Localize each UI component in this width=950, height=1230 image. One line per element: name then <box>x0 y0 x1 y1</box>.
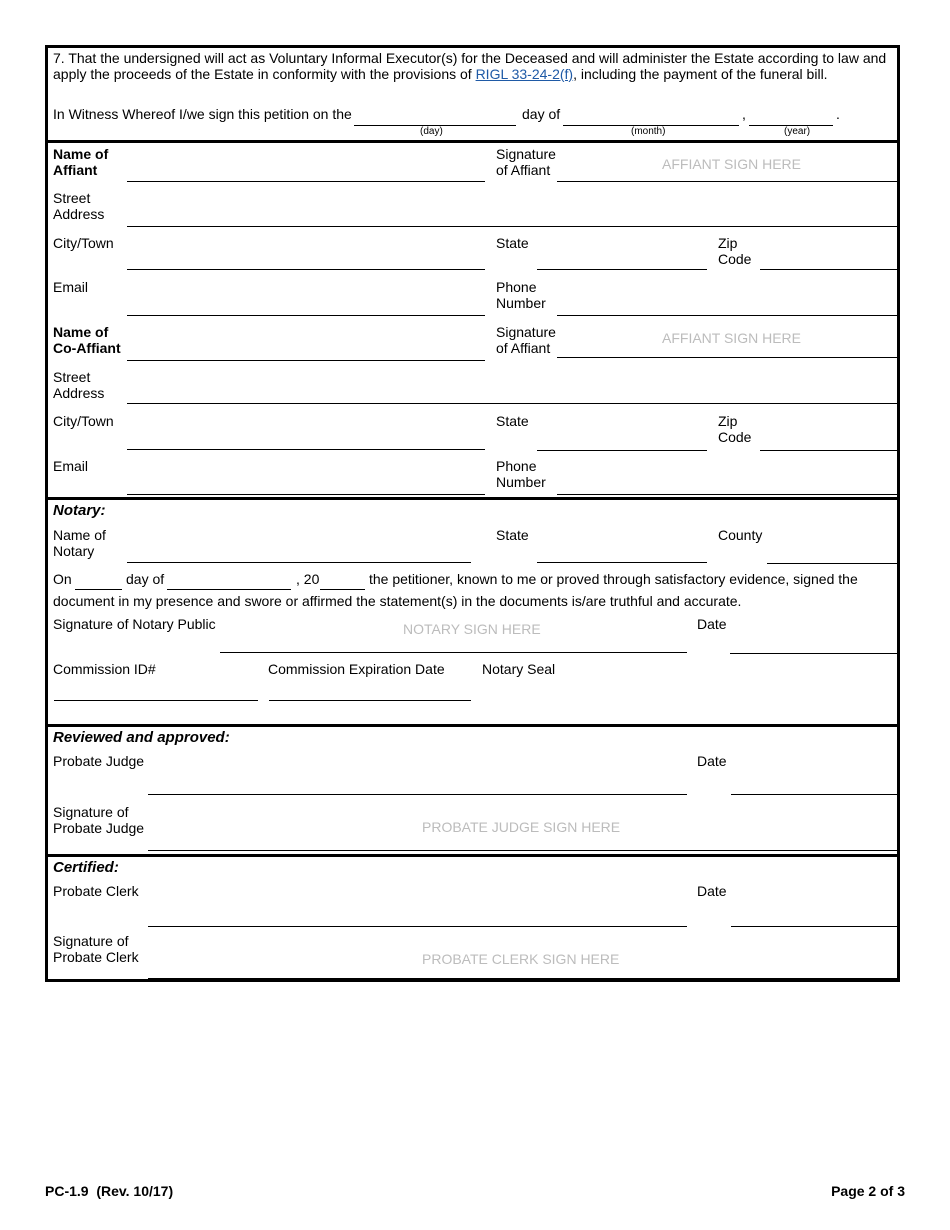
judge-sign-placeholder: PROBATE JUDGE SIGN HERE <box>422 819 621 835</box>
notary-seal-label: Notary Seal <box>482 661 556 677</box>
probate-clerk-field[interactable] <box>148 926 687 927</box>
coaffiant-city-label: City/Town <box>53 413 114 429</box>
clerk-signature-label: Signature of Probate Clerk <box>53 933 139 965</box>
notary-day-field[interactable] <box>75 589 122 590</box>
coaffiant-signature-label: Signature of Affiant <box>496 324 556 356</box>
form-frame <box>45 45 900 982</box>
review-date-label: Date <box>697 753 727 769</box>
affiant-name-field[interactable] <box>127 181 485 182</box>
commission-id-label: Commission ID# <box>53 661 156 677</box>
notary-month-field[interactable] <box>167 589 291 590</box>
page-number: Page 2 of 3 <box>831 1183 905 1199</box>
coaffiant-zip-field[interactable] <box>760 450 897 451</box>
notary-name-field[interactable] <box>127 562 471 563</box>
affiant-email-field[interactable] <box>127 315 485 316</box>
coaffiant-street-label: Street Address <box>53 369 105 401</box>
notary-statement-tail: the petitioner, known to me or proved through satisfactory evidence, signed the <box>369 571 858 587</box>
judge-signature-field[interactable] <box>148 850 897 851</box>
day-caption: (day) <box>420 126 443 137</box>
notary-statement-line2: document in my presence and swore or affirmed the statement(s) in the documents is/are truthful and accurate. <box>53 593 742 609</box>
commission-exp-field[interactable] <box>269 700 471 701</box>
notary-signature-label: Signature of Notary Public <box>53 616 216 632</box>
certified-date-field[interactable] <box>731 926 897 927</box>
affiant-state-field[interactable] <box>537 269 707 270</box>
coaffiant-name-label: Name of Co-Affiant <box>53 324 121 356</box>
notary-day-of-label: day of <box>126 571 165 587</box>
affiant-city-field[interactable] <box>127 269 485 270</box>
divider-review <box>45 724 900 727</box>
certified-heading: Certified: <box>53 859 119 876</box>
affiant-street-label: Street Address <box>53 190 105 222</box>
affiant-phone-label: Phone Number <box>496 279 546 311</box>
notary-date-label: Date <box>697 616 727 632</box>
affiant-email-label: Email <box>53 279 89 295</box>
rigl-link[interactable]: RIGL 33-24-2(f) <box>475 66 574 82</box>
year-caption: (year) <box>784 126 811 137</box>
clause-7-text: 7. That the undersigned will act as Voluntary Informal Executor(s) for the Deceased and will administer the Estate according to law and apply the proceeds of the Estate in conformity with the provisions of RIGL 33-24-2(f), including the payment of the funeral bill. <box>53 50 887 82</box>
clerk-signature-field[interactable] <box>148 978 897 979</box>
witness-period: . <box>836 106 840 122</box>
notary-on-label: On <box>53 571 72 587</box>
coaffiant-phone-label: Phone Number <box>496 458 546 490</box>
notary-county-field[interactable] <box>767 563 897 564</box>
coaffiant-street-field[interactable] <box>127 403 897 404</box>
coaffiant-sign-placeholder: AFFIANT SIGN HERE <box>662 330 801 346</box>
review-heading: Reviewed and approved: <box>53 729 230 746</box>
notary-name-label: Name of Notary <box>53 527 106 559</box>
probate-judge-field[interactable] <box>148 794 687 795</box>
affiant-zip-field[interactable] <box>760 269 897 270</box>
notary-county-label: County <box>718 527 763 543</box>
affiant-phone-field[interactable] <box>557 315 897 316</box>
coaffiant-state-label: State <box>496 413 529 429</box>
judge-signature-label: Signature of Probate Judge <box>53 804 145 836</box>
probate-clerk-label: Probate Clerk <box>53 883 139 899</box>
witness-day-of: day of <box>522 106 561 122</box>
notary-signature-field[interactable] <box>220 652 687 653</box>
clerk-sign-placeholder: PROBATE CLERK SIGN HERE <box>422 951 620 967</box>
form-id: PC-1.9 (Rev. 10/17) <box>45 1183 174 1199</box>
coaffiant-email-label: Email <box>53 458 89 474</box>
month-caption: (month) <box>631 126 666 137</box>
notary-state-label: State <box>496 527 529 543</box>
commission-exp-label: Commission Expiration Date <box>268 661 445 677</box>
notary-year-field[interactable] <box>320 589 365 590</box>
affiant-state-label: State <box>496 235 529 251</box>
notary-sign-placeholder: NOTARY SIGN HERE <box>403 621 541 637</box>
review-date-field[interactable] <box>731 794 897 795</box>
affiant-sign-placeholder: AFFIANT SIGN HERE <box>662 156 801 172</box>
witness-prefix: In Witness Whereof I/we sign this petition on the <box>53 106 352 122</box>
coaffiant-phone-field[interactable] <box>557 494 897 495</box>
notary-state-field[interactable] <box>537 562 707 563</box>
witness-comma: , <box>742 106 746 122</box>
coaffiant-email-field[interactable] <box>127 494 485 495</box>
certified-date-label: Date <box>697 883 727 899</box>
affiant-signature-field[interactable] <box>557 181 897 182</box>
divider-notary <box>45 497 900 500</box>
coaffiant-zip-label: Zip Code <box>718 413 752 445</box>
divider-affiant <box>45 140 900 143</box>
coaffiant-city-field[interactable] <box>127 449 485 450</box>
coaffiant-name-field[interactable] <box>127 360 485 361</box>
affiant-signature-label: Signature of Affiant <box>496 146 556 178</box>
notary-date-field[interactable] <box>730 653 897 654</box>
affiant-name-label: Name of Affiant <box>53 146 109 178</box>
probate-judge-label: Probate Judge <box>53 753 145 769</box>
commission-id-field[interactable] <box>54 700 258 701</box>
notary-heading: Notary: <box>53 502 106 519</box>
notary-year-prefix: , 20 <box>296 571 320 587</box>
coaffiant-state-field[interactable] <box>537 450 707 451</box>
affiant-street-field[interactable] <box>127 226 897 227</box>
affiant-zip-label: Zip Code <box>718 235 752 267</box>
affiant-city-label: City/Town <box>53 235 114 251</box>
divider-certified <box>45 854 900 857</box>
coaffiant-signature-field[interactable] <box>557 357 897 358</box>
